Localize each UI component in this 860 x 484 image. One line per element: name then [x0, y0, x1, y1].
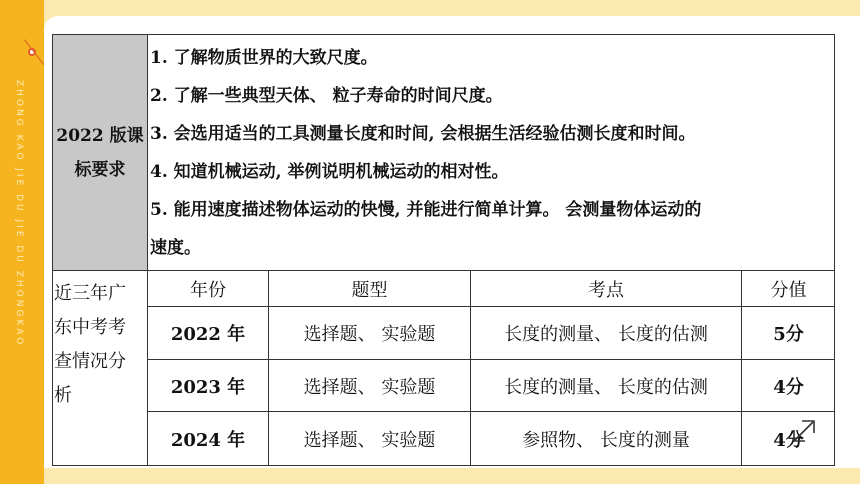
table-row-point: 长度的测量、 长度的估测 — [471, 360, 742, 412]
history-label-line: 查情况分 — [54, 351, 126, 372]
expand-arrow-icon[interactable] — [790, 417, 818, 445]
requirement-item: 3. 会选用适当的工具测量长度和时间, 会根据生活经验估测长度和时间。 — [150, 124, 696, 144]
table-row-year: 2024 年 — [148, 412, 269, 466]
requirement-item: 1. 了解物质世界的大致尺度。 — [150, 48, 378, 68]
curriculum-requirements-cell — [148, 35, 835, 271]
table-row-point: 长度的测量、 长度的估测 — [471, 307, 742, 360]
table-row-type: 选择题、 实验题 — [269, 360, 471, 412]
header-point: 考点 — [471, 271, 742, 307]
table-row-year: 2022 年 — [148, 307, 269, 360]
curriculum-label-cell — [53, 35, 148, 271]
history-label-line: 析 — [54, 385, 72, 406]
header-type: 题型 — [269, 271, 471, 307]
table-row-type: 选择题、 实验题 — [269, 307, 471, 360]
requirement-item: 2. 了解一些典型天体、 粒子寿命的时间尺度。 — [150, 86, 503, 106]
table-row-score: 4分 — [742, 360, 835, 412]
side-vertical-text: ZHONG KAO JIE DU JIE DU ZHONGKAO — [14, 80, 24, 348]
history-label-line: 近三年广 — [54, 283, 126, 304]
table-row-type: 选择题、 实验题 — [269, 412, 471, 466]
left-decor-band — [0, 0, 44, 484]
requirement-item: 5. 能用速度描述物体运动的快慢, 并能进行简单计算。 会测量物体运动的 — [150, 200, 702, 220]
history-label-cell — [53, 271, 148, 466]
table-row-score: 4分 — [773, 430, 804, 451]
header-score: 分值 — [742, 271, 835, 307]
table-row-score: 5分 — [742, 307, 835, 360]
header-year: 年份 — [148, 271, 269, 307]
curriculum-table — [52, 34, 835, 466]
curriculum-label-line: 标要求 — [74, 159, 126, 180]
curriculum-label-line: 2022 版课 — [56, 125, 144, 146]
table-row-year: 2023 年 — [148, 360, 269, 412]
history-label-line: 东中考考 — [54, 317, 126, 338]
table-row-point: 参照物、 长度的测量 — [471, 412, 742, 466]
requirement-item: 4. 知道机械运动, 举例说明机械运动的相对性。 — [150, 162, 509, 182]
requirement-item: 速度。 — [150, 238, 201, 258]
